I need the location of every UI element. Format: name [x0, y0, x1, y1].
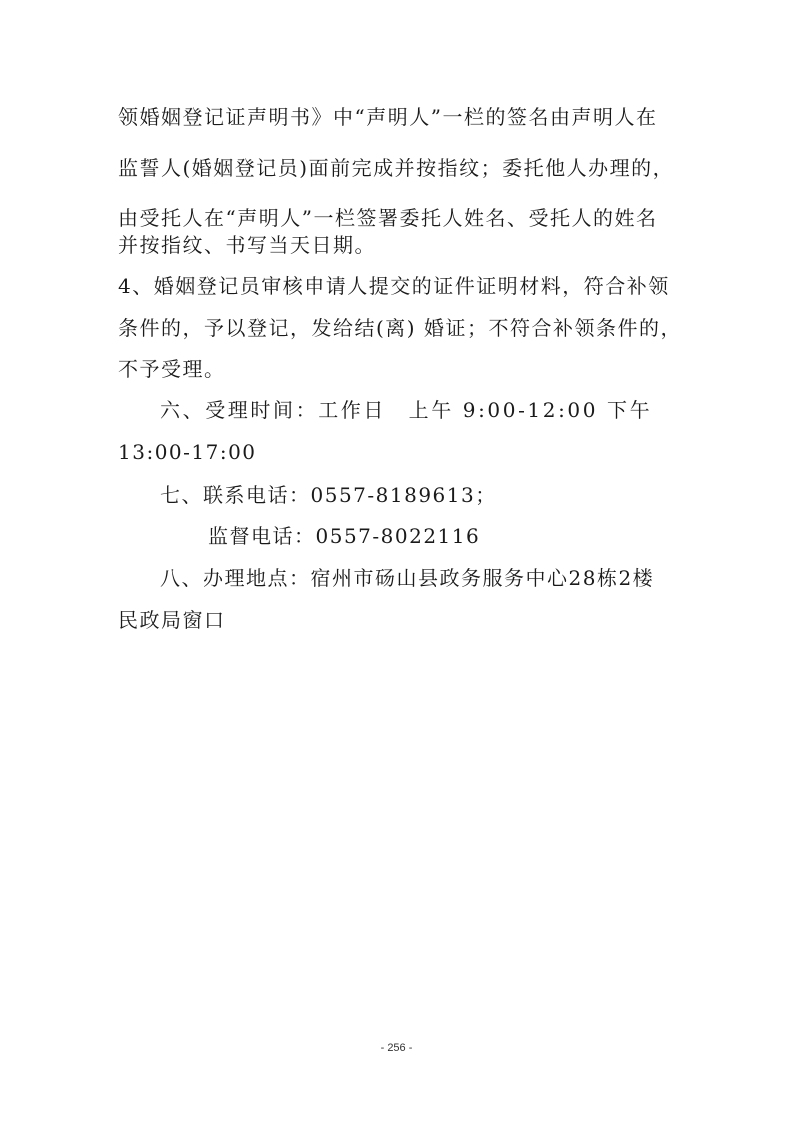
text-line-7: 不予受理。 — [118, 357, 226, 381]
business-hours-continuation: 13:00-17:00 — [118, 440, 257, 464]
text-line-5: 4、婚姻登记员审核申请人提交的证件证明材料，符合补领 — [118, 274, 670, 298]
address-line: 八、办理地点：宿州市砀山县政务服务中心28栋2楼 — [160, 566, 655, 590]
text-line-2: 监誓人(婚姻登记员)面前完成并按指纹；委托他人办理的， — [118, 156, 675, 180]
text-line-6: 条件的，予以登记，发给结(离) 婚证；不符合补领条件的， — [118, 316, 682, 340]
contact-phone-line: 七、联系电话：0557-8189613； — [160, 483, 497, 507]
text-line-3: 由受托人在“声明人”一栏签署委托人姓名、受托人的姓名 — [118, 206, 658, 230]
supervision-phone-line: 监督电话：0557-8022116 — [208, 524, 481, 548]
business-hours-line: 六、受理时间：工作日 上午 9:00-12:00 下午 — [160, 398, 653, 422]
address-continuation: 民政局窗口 — [118, 608, 226, 632]
text-line-1: 领婚姻登记证声明书》中“声明人”一栏的签名由声明人在 — [118, 105, 658, 129]
text-line-4: 并按指纹、书写当天日期。 — [118, 233, 376, 257]
page-number: - 256 - — [380, 1042, 413, 1054]
